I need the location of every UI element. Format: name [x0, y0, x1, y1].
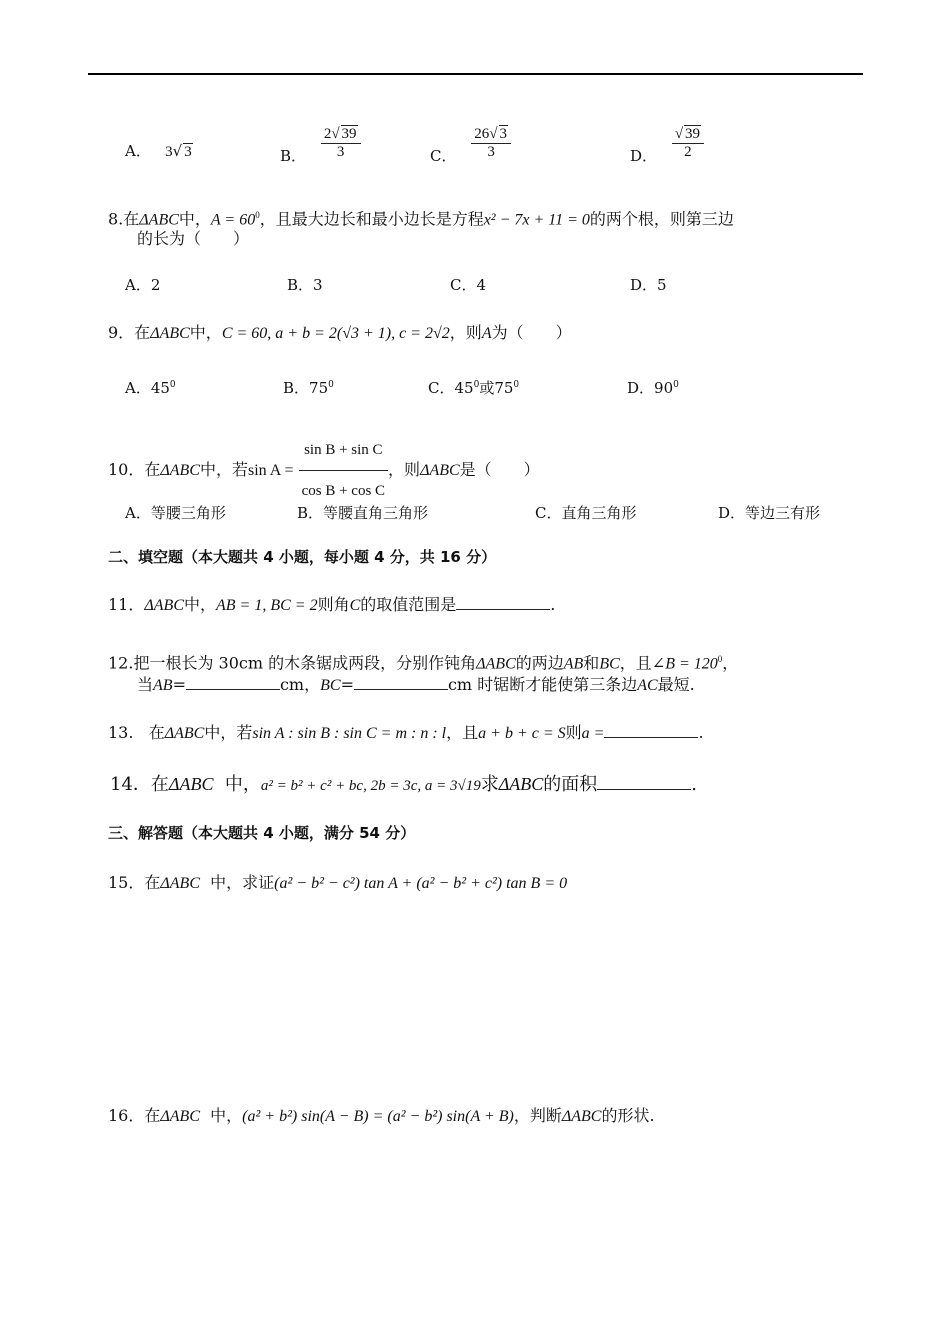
q12-ab-blank[interactable]: [186, 675, 280, 690]
q9-option-d: D．$90^0$: [627, 379, 679, 397]
section-2-heading: 二、填空题（本大题共 4 小题，每小题 4 分，共 16 分）: [108, 548, 497, 566]
q9-stem: 9．在ΔABC中，C = 60, a + b = 2(√3 + 1), c = 2√2，则A为（ ）: [108, 323, 572, 342]
q12-stem-line1: 12.把一根长为 30cm 的木条锯成两段，分别作钝角ΔABC的两边AB和BC，且∠B = $120^0$，: [108, 653, 739, 673]
q9-option-b: B．$75^0$: [283, 379, 334, 397]
q8-option-b: B．3: [287, 276, 323, 294]
q10-stem: 10．在ΔABC中，若sin A = $\frac{\text{sin B + sin C}}{\text{cos B + cos C}}$ ，则ΔABC是（ ）: [108, 430, 540, 511]
q14-stem: 14．在ΔABC 中，a² = b² + c² + bc, 2b = 3c, a = 3√19求ΔABC的面积 .: [110, 774, 698, 795]
q16-stem: 16．在ΔABC 中，(a² + b²) sin(A − B) = (a² − b²) sin(A + B)，判断ΔABC的形状.: [108, 1106, 655, 1125]
q7-option-c: C． $\frac{26√ 3}{3}$: [430, 125, 511, 161]
q8-option-c: C．4: [450, 276, 487, 294]
q15-stem: 15．在ΔABC 中，求证(a² − b² − c²) tan A + (a² − b² + c²) tan B = 0: [108, 873, 568, 892]
q10-option-b: B．等腰直角三角形: [297, 504, 429, 522]
q7-option-a: A． 3√ 3: [125, 142, 192, 160]
q12-bc-blank[interactable]: [354, 675, 448, 690]
q10-option-d: D．等边三有形: [718, 504, 821, 522]
q9-option-c: C．$45^0$或$75^0$: [428, 379, 520, 397]
q8-option-a: A．2: [125, 276, 161, 294]
q13-answer-blank[interactable]: [604, 723, 698, 738]
q11-answer-blank[interactable]: [456, 595, 550, 610]
q14-answer-blank[interactable]: [597, 775, 691, 790]
section-3-heading: 三、解答题（本大题共 4 小题，满分 54 分）: [108, 824, 416, 842]
header-rule: [88, 73, 863, 75]
q8-stem-line2: 的长为（ ）: [137, 229, 250, 248]
q9-option-a: A．$45^0$: [125, 379, 176, 397]
q10-option-c: C．直角三角形: [535, 504, 637, 522]
q10-option-a: A．等腰三角形: [125, 504, 226, 522]
q11-stem: 11．ΔABC中，AB = 1, BC = 2则角C的取值范围是 .: [108, 595, 556, 614]
q12-stem-line2: 当AB= cm，BC= cm 时锯断才能使第三条边AC最短.: [137, 675, 695, 694]
q13-stem: 13. 在ΔABC中，若sin A : sin B : sin C = m : n : l，且a + b + c = S则a = .: [108, 723, 704, 742]
q7-option-d: D． $\frac{√ 39}{2}$: [630, 125, 704, 161]
q8-option-d: D．5: [630, 276, 667, 294]
q7-option-b: B． $\frac{2√ 39}{3}$: [280, 125, 361, 161]
q8-stem-line1: 8.在ΔABC中，$A = 60^0$，且最大边长和最小边长是方程x² − 7x + 11 = 0的两个根，则第三边: [108, 209, 734, 229]
